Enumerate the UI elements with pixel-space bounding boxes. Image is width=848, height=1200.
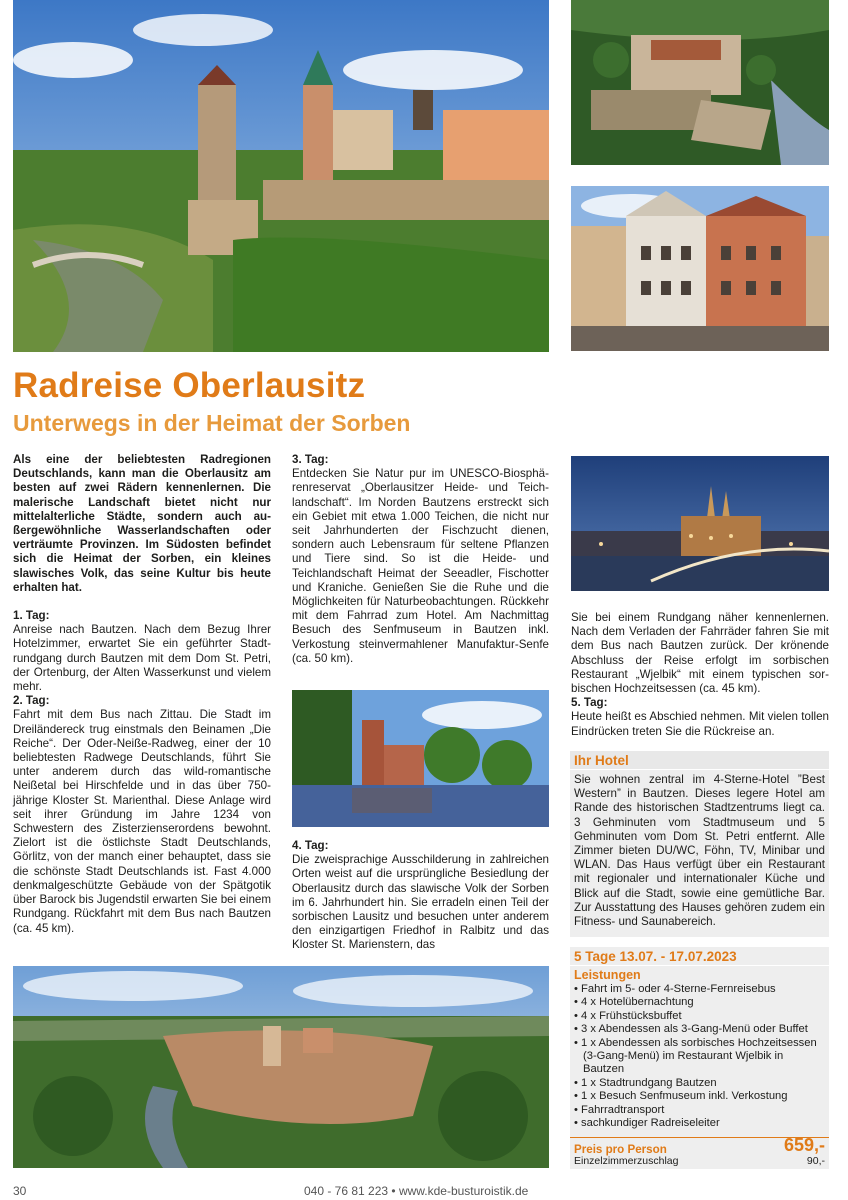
services-heading: Leistungen xyxy=(574,968,641,982)
photo-bautzen-aerial-panorama xyxy=(13,966,549,1168)
single-room-price: 90,- xyxy=(806,1155,825,1167)
hotel-text: Sie wohnen zentral im 4-Sterne-Hotel ”Best Western” in Bautzen. Dieses legere Hotel am Rande des historischen Stadtzentrums liegt ca. 3 Gehminuten vom Stadtmuseum und 5 Gehminuten vom Dom St. Petri entfernt. Alle Zimmer bieten DU/WC, Föhn, TV, Minibar und WLAN. Das Haus verfügt über ein Restaurant mit regionaler und internationaler Küche und Blick auf die Stadt, sowie eine gemütliche Bar. Zur Ausstattung des Hauses gehören zudem ein Fitness- und Saunabereich. xyxy=(574,773,825,929)
text-column-2-bottom xyxy=(292,839,549,953)
list-item: • Fahrradtransport xyxy=(574,1104,825,1117)
price-value: 659,- xyxy=(783,1135,825,1155)
tour-date: 5 Tage 13.07. - 17.07.2023 xyxy=(570,947,829,966)
day-5-title: 5. Tag: xyxy=(571,696,608,710)
list-item: • Fahrt im 5- oder 4-Sterne-Fernreisebus xyxy=(574,983,825,996)
list-item: • 1 x Besuch Senfmuseum inkl. Verkostung xyxy=(574,1090,825,1103)
page-subtitle: Unterwegs in der Heimat der Sorben xyxy=(13,410,411,436)
photo-bautzen-old-waterworks xyxy=(13,0,549,352)
page-title: Radreise Oberlausitz xyxy=(13,366,366,405)
day-3-title: 3. Tag: xyxy=(292,453,329,466)
single-room-label: Einzelzimmerzuschlag xyxy=(574,1155,679,1167)
list-item: • 4 x Hotelübernachtung xyxy=(574,996,825,1009)
intro-paragraph: Als eine der beliebtesten Radregionen Deutschlands, kann man die Oberlausitz am besten auf zwei Rädern kennenlernen. Die malerische Landschaft bietet nicht nur mittelalterliche Städte, sondern auch außergewöhnliche Wasserlandschaften oder verträumte Provinzen. Im Südosten befindet sich die Heimat der Sorben, ein kleines slawisches Volk, das seine Kultur bis heute erhalten hat. xyxy=(13,453,271,594)
list-item: • 4 x Frühstücksbuffet xyxy=(574,1010,825,1023)
day-5-text: Heute heißt es Abschied nehmen. Mit vielen tollen Eindrücken treten Sie die Rückreise an. xyxy=(571,710,829,738)
list-item: • 1 x Abendessen als sorbisches Hochzeitsessen (3-Gang-Menü) im Restaurant Wjelbik in Bautzen xyxy=(574,1037,825,1077)
photo-goerlitz-night-bridge xyxy=(571,456,829,591)
footer-contact: 040 - 76 81 223 • www.kde-busturoistik.de xyxy=(304,1184,529,1198)
day-3-text: Entdecken Sie Natur pur im UNESCO-Biosphärenreservat „Oberlausitzer Heide- und Teichlandschaft“. Im Norden Bautzens erstreckt sich ein Gebiet mit etwa 1.000 Teichen, die nicht nur seit Jahrhunderten der Fischzucht dienen, sondern auch Lebensraum für seltene Pflanzen und Tiere sind. So ist die Heide- und Teichlandschaft Heimat der Seeadler, Fischotter und Kraniche. Genießen Sie die Ruhe und die Möglichkeiten für Naturbeobachtungen. Rückkehr mit dem Fahrrad zum Hotel. Am Nachmittag Besuch des Senfmuseum in Bautzen inkl. Verkostung steinvermahlener Manufaktur-Senfe (ca. 50 km). xyxy=(292,467,549,665)
day-1-title: 1. Tag: xyxy=(13,609,50,623)
day-4-continued-text: Sie bei einem Rundgang näher kennenlernen. Nach dem Verladen der Fahrräder fahren Sie mit dem Bus nach Bautzen zurück. Der krönende Abschluss der Reise erfolgt im sorbischen Restaurant „Wjelbik“ mit einem typischen sorbischen Hochzeitsessen (ca. 45 km). xyxy=(571,611,829,696)
day-4-title: 4. Tag: xyxy=(292,839,329,852)
text-column-3 xyxy=(571,611,829,739)
day-2-text: Fahrt mit dem Bus nach Zittau. Die Stadt im Dreiländereck trug einstmals den Beinamen „Die Reiche“. Der Oder-Neiße-Radweg, einer der 10 beliebtesten Radwege Deutschlands, führt Sie unter anderem durch das wild-romantische Neißetal bei Hirschfelde und in das über 750-jährige Kloster St. Marienthal. Diese Anlage wird seit ihrer Gründung im Jahre 1234 von Schwestern des Zisterzienserordens bewohnt. Zielort ist die östlichste Stadt Deutschlands, Görlitz, von der manch einer behauptet, dass sie die schönste Stadt Deutschlands ist. Fast 4.000 denkmalgeschützte Gebäude von der Spätgotik über Barock bis Jugendstil erwarten Sie bei einem Rundgang. Rückfahrt mit dem Bus nach Bautzen (ca. 45 km). xyxy=(13,708,271,935)
photo-aerial-monastery xyxy=(571,0,829,165)
services-list xyxy=(570,982,829,1130)
day-2-title: 2. Tag: xyxy=(13,694,50,708)
photo-goerlitz-houses xyxy=(571,186,829,351)
list-item: • sachkundiger Radreiseleiter xyxy=(574,1117,825,1130)
day-1-text: Anreise nach Bautzen. Nach dem Bezug Ihrer Hotelzimmer, erwartet Sie ein geführter Stadtrundgang durch Bautzen mit dem Dom St. Petri, der Ortenburg, der Alten Wasserkunst und vielem mehr. xyxy=(13,623,271,694)
day-4-text: Die zweisprachige Ausschilderung in zahlreichen Orten weist auf die ursprüngliche Besiedlung der Oberlausitz durch das slawische Volk der Sorben im 6. Jahrhundert hin. Sie erradeln einen Teil der sorbischen Lausitz und besuchen unter anderem den einzigartigen Friedhof in Ralbitz und das Kloster St. Marienstern, das xyxy=(292,853,549,952)
tour-details-box xyxy=(570,947,829,1169)
text-column-1 xyxy=(13,453,271,936)
photo-lake-castle xyxy=(292,690,549,827)
text-column-2-top xyxy=(292,453,549,666)
hotel-heading: Ihr Hotel xyxy=(570,751,829,770)
page-number: 30 xyxy=(13,1184,27,1198)
hotel-info-box xyxy=(570,751,829,937)
single-room-row xyxy=(574,1155,825,1167)
list-item: • 1 x Stadtrundgang Bautzen xyxy=(574,1077,825,1090)
list-item: • 3 x Abendessen als 3-Gang-Menü oder Buffet xyxy=(574,1023,825,1036)
price-label: Preis pro Person xyxy=(574,1143,667,1156)
